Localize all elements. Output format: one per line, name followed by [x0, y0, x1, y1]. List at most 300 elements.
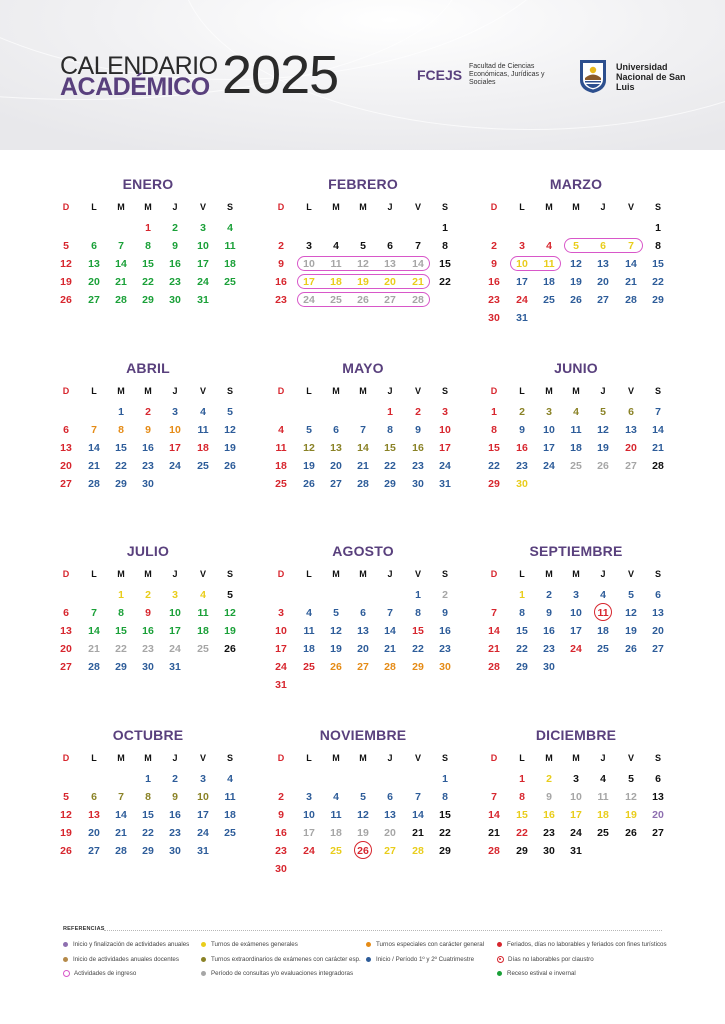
day-cell: 9 [145, 424, 151, 436]
legend-item [63, 970, 136, 977]
weekday-header: L [519, 569, 525, 579]
day-cell: 26 [625, 643, 637, 655]
day-cell: 7 [628, 240, 634, 252]
day-cell: 25 [224, 276, 236, 288]
day-cell: 16 [169, 809, 181, 821]
day-cell: 9 [145, 607, 151, 619]
day-cell: 31 [570, 845, 582, 857]
weekday-header: V [414, 386, 421, 396]
day-cell: 7 [387, 607, 393, 619]
day-cell: 6 [333, 424, 339, 436]
day-cell: 26 [597, 460, 609, 472]
weekday-header: S [654, 386, 661, 396]
day-cell: 3 [200, 222, 206, 234]
day-cell: 13 [625, 424, 637, 436]
legend-dot-icon [366, 942, 371, 947]
day-cell: 8 [519, 791, 525, 803]
day-cell: 16 [412, 442, 424, 454]
legend-label: Feriados, días no laborables y feriados con fines turísticos [507, 941, 667, 948]
day-cell: 13 [330, 442, 342, 454]
day-cell: 9 [519, 424, 525, 436]
legend-item [497, 956, 594, 963]
day-cell: 12 [60, 809, 72, 821]
legend-item [497, 970, 576, 977]
weekday-header: S [441, 202, 448, 212]
day-cell: 16 [543, 809, 555, 821]
day-cell: 15 [142, 809, 154, 821]
legend-item [201, 941, 298, 948]
legend-label: Turnos especiales con carácter general [376, 941, 485, 948]
day-cell: 25 [303, 661, 315, 673]
day-cell: 10 [197, 791, 209, 803]
day-cell: 20 [330, 460, 342, 472]
day-cell: 25 [224, 827, 236, 839]
day-cell: 8 [145, 791, 151, 803]
day-cell: 16 [169, 258, 181, 270]
day-cell: 3 [172, 406, 178, 418]
title-calendario: CALENDARIO [60, 52, 218, 80]
day-cell: 10 [169, 424, 181, 436]
day-cell: 15 [115, 625, 127, 637]
day-cell: 2 [546, 589, 552, 601]
day-cell: 3 [546, 406, 552, 418]
day-cell: 23 [488, 294, 500, 306]
day-cell: 19 [570, 276, 582, 288]
day-cell: 3 [200, 773, 206, 785]
day-cell: 8 [655, 240, 661, 252]
day-cell: 9 [442, 607, 448, 619]
weekday-header: S [226, 569, 233, 579]
day-cell: 8 [519, 607, 525, 619]
day-cell: 27 [652, 827, 664, 839]
day-cell: 28 [412, 294, 424, 306]
day-cell: 11 [330, 809, 342, 821]
weekday-header: S [226, 386, 233, 396]
day-cell: 6 [387, 791, 393, 803]
references-title: REFERENCIAS [63, 926, 105, 932]
day-cell: 8 [415, 607, 421, 619]
weekday-header: M [545, 202, 553, 212]
day-cell: 23 [275, 845, 287, 857]
day-cell: 26 [60, 294, 72, 306]
month-name: MARZO [549, 176, 603, 192]
day-cell: 2 [145, 589, 151, 601]
day-cell: 27 [384, 294, 396, 306]
day-cell: 12 [597, 424, 609, 436]
day-cell: 20 [384, 276, 396, 288]
day-cell: 11 [330, 258, 342, 270]
day-cell: 25 [197, 643, 209, 655]
day-cell: 16 [543, 625, 555, 637]
day-cell: 9 [172, 240, 178, 252]
day-cell: 15 [412, 625, 424, 637]
weekday-header: D [490, 753, 498, 763]
legend-dot-icon [497, 971, 502, 976]
legend-dot-icon [366, 957, 371, 962]
day-cell: 3 [278, 607, 284, 619]
day-cell: 28 [357, 478, 369, 490]
day-cell: 15 [384, 442, 396, 454]
day-cell: 23 [543, 643, 555, 655]
day-cell: 10 [543, 424, 555, 436]
title-academico: ACADÉMICO [60, 73, 210, 101]
day-cell: 13 [652, 607, 664, 619]
day-cell: 16 [275, 276, 287, 288]
day-cell: 11 [597, 607, 609, 619]
day-cell: 26 [224, 643, 236, 655]
day-cell: 23 [412, 460, 424, 472]
day-cell: 19 [224, 442, 236, 454]
day-cell: 28 [88, 661, 100, 673]
day-cell: 6 [91, 791, 97, 803]
day-cell: 26 [357, 845, 369, 857]
day-cell: 19 [357, 827, 369, 839]
day-cell: 6 [387, 240, 393, 252]
day-cell: 29 [142, 294, 154, 306]
weekday-header: D [277, 569, 285, 579]
day-cell: 12 [625, 607, 637, 619]
day-cell: 26 [224, 460, 236, 472]
day-cell: 1 [145, 222, 151, 234]
day-cell: 15 [652, 258, 664, 270]
weekday-header: V [414, 569, 421, 579]
day-cell: 22 [652, 276, 664, 288]
weekday-header: L [306, 202, 312, 212]
day-cell: 22 [142, 827, 154, 839]
weekday-header: V [199, 753, 206, 763]
day-cell: 13 [88, 809, 100, 821]
day-cell: 11 [275, 442, 287, 454]
day-cell: 10 [303, 809, 315, 821]
day-cell: 2 [442, 589, 448, 601]
day-cell: 24 [439, 460, 451, 472]
weekday-header: D [62, 753, 70, 763]
day-cell: 7 [415, 240, 421, 252]
weekday-header: M [144, 569, 152, 579]
day-cell: 11 [197, 607, 209, 619]
day-cell: 2 [278, 240, 284, 252]
weekday-header: D [490, 569, 498, 579]
day-cell: 2 [491, 240, 497, 252]
day-cell: 27 [60, 661, 72, 673]
day-cell: 1 [145, 773, 151, 785]
day-cell: 5 [227, 406, 233, 418]
day-cell: 12 [570, 258, 582, 270]
day-cell: 5 [360, 240, 366, 252]
day-cell: 30 [142, 661, 154, 673]
day-cell: 14 [115, 258, 127, 270]
day-cell: 27 [652, 643, 664, 655]
weekday-header: D [277, 202, 285, 212]
day-cell: 4 [227, 222, 233, 234]
day-cell: 18 [597, 625, 609, 637]
day-cell: 12 [625, 791, 637, 803]
legend-dot-icon [201, 971, 206, 976]
day-cell: 13 [384, 258, 396, 270]
weekday-header: M [332, 753, 340, 763]
day-cell: 20 [625, 442, 637, 454]
day-cell: 27 [625, 460, 637, 472]
day-cell: 1 [442, 773, 448, 785]
day-cell: 24 [275, 661, 287, 673]
weekday-header: M [332, 202, 340, 212]
day-cell: 10 [169, 607, 181, 619]
day-cell: 22 [384, 460, 396, 472]
legend-dot-icon [63, 942, 68, 947]
day-cell: 14 [652, 424, 664, 436]
day-cell: 29 [115, 478, 127, 490]
day-cell: 23 [142, 460, 154, 472]
day-cell: 24 [570, 643, 582, 655]
weekday-header: M [359, 569, 367, 579]
day-cell: 30 [169, 294, 181, 306]
day-cell: 7 [118, 240, 124, 252]
legend-dot-icon [63, 957, 68, 962]
day-cell: 30 [516, 478, 528, 490]
legend-label: Período de consultas y/o evaluaciones integradoras [211, 970, 354, 977]
day-cell: 6 [655, 589, 661, 601]
day-cell: 30 [275, 863, 287, 875]
day-cell: 15 [516, 625, 528, 637]
day-cell: 18 [543, 276, 555, 288]
day-cell: 14 [412, 809, 424, 821]
day-cell: 24 [169, 460, 181, 472]
day-cell: 17 [275, 643, 287, 655]
weekday-header: L [91, 753, 97, 763]
weekday-header: J [600, 202, 606, 212]
day-cell: 10 [570, 607, 582, 619]
day-cell: 27 [88, 294, 100, 306]
day-cell: 9 [546, 607, 552, 619]
day-cell: 11 [197, 424, 209, 436]
weekday-header: D [62, 202, 70, 212]
month-name: FEBRERO [328, 176, 398, 192]
day-cell: 29 [516, 845, 528, 857]
day-cell: 27 [597, 294, 609, 306]
day-cell: 1 [519, 589, 525, 601]
day-cell: 8 [118, 424, 124, 436]
day-cell: 27 [384, 845, 396, 857]
day-cell: 16 [275, 827, 287, 839]
day-cell: 3 [306, 240, 312, 252]
legend-label: Inicio y finalización de actividades anuales [73, 941, 190, 948]
day-cell: 15 [142, 258, 154, 270]
day-cell: 12 [224, 424, 236, 436]
day-cell: 14 [357, 442, 369, 454]
day-cell: 20 [88, 827, 100, 839]
day-cell: 8 [118, 607, 124, 619]
weekday-header: M [359, 753, 367, 763]
weekday-header: D [490, 202, 498, 212]
weekday-header: M [572, 202, 580, 212]
day-cell: 6 [360, 607, 366, 619]
weekday-header: M [144, 386, 152, 396]
weekday-header: L [519, 386, 525, 396]
day-cell: 28 [384, 661, 396, 673]
day-cell: 4 [546, 240, 552, 252]
day-cell: 10 [275, 625, 287, 637]
weekday-header: J [172, 202, 178, 212]
day-cell: 22 [412, 643, 424, 655]
weekday-header: V [627, 386, 634, 396]
day-cell: 26 [357, 294, 369, 306]
day-cell: 17 [516, 276, 528, 288]
day-cell: 17 [570, 809, 582, 821]
day-cell: 5 [306, 424, 312, 436]
day-cell: 21 [488, 827, 500, 839]
month-name: OCTUBRE [112, 727, 184, 743]
weekday-header: M [359, 386, 367, 396]
day-cell: 19 [625, 809, 637, 821]
day-cell: 14 [488, 625, 500, 637]
weekday-header: L [306, 569, 312, 579]
weekday-header: S [441, 386, 448, 396]
day-cell: 28 [115, 845, 127, 857]
day-cell: 12 [357, 258, 369, 270]
day-cell: 13 [597, 258, 609, 270]
weekday-header: M [332, 386, 340, 396]
day-cell: 3 [442, 406, 448, 418]
day-cell: 16 [439, 625, 451, 637]
day-cell: 2 [278, 791, 284, 803]
day-cell: 26 [303, 478, 315, 490]
day-cell: 7 [91, 424, 97, 436]
day-cell: 11 [570, 424, 582, 436]
weekday-header: J [387, 386, 393, 396]
day-cell: 15 [439, 258, 451, 270]
weekday-header: J [600, 569, 606, 579]
day-cell: 24 [303, 294, 315, 306]
legend-item [366, 941, 484, 948]
day-cell: 21 [488, 643, 500, 655]
legend-label: Inicio / Período 1º y 2º Cuatrimestre [376, 956, 475, 963]
day-cell: 31 [169, 661, 181, 673]
day-cell: 10 [303, 258, 315, 270]
day-cell: 28 [115, 294, 127, 306]
weekday-header: J [387, 569, 393, 579]
day-cell: 11 [224, 240, 236, 252]
month-name: JULIO [126, 543, 170, 559]
day-cell: 29 [652, 294, 664, 306]
day-cell: 9 [491, 258, 497, 270]
day-cell: 3 [573, 773, 579, 785]
day-cell: 4 [200, 406, 206, 418]
weekday-header: S [441, 753, 448, 763]
day-cell: 5 [63, 791, 69, 803]
weekday-header: M [332, 569, 340, 579]
day-cell: 9 [278, 258, 284, 270]
day-cell: 19 [60, 276, 72, 288]
day-cell: 18 [330, 276, 342, 288]
legend-label: Inicio de actividades anuales docentes [73, 956, 179, 963]
weekday-header: V [627, 202, 634, 212]
day-cell: 9 [172, 791, 178, 803]
day-cell: 4 [600, 589, 606, 601]
day-cell: 13 [60, 442, 72, 454]
day-cell: 13 [384, 809, 396, 821]
day-cell: 19 [597, 442, 609, 454]
day-cell: 8 [145, 240, 151, 252]
day-cell: 17 [197, 258, 209, 270]
day-cell: 29 [412, 661, 424, 673]
weekday-header: S [226, 753, 233, 763]
day-cell: 16 [516, 442, 528, 454]
day-cell: 24 [543, 460, 555, 472]
day-cell: 6 [655, 773, 661, 785]
day-cell: 14 [412, 258, 424, 270]
day-cell: 20 [597, 276, 609, 288]
day-cell: 30 [543, 845, 555, 857]
weekday-header: M [572, 386, 580, 396]
day-cell: 26 [60, 845, 72, 857]
day-cell: 1 [442, 222, 448, 234]
university-shield-logo [578, 58, 608, 94]
day-cell: 23 [543, 827, 555, 839]
weekday-header: J [172, 753, 178, 763]
weekday-header: M [359, 202, 367, 212]
weekday-header: L [91, 202, 97, 212]
weekday-header: L [519, 202, 525, 212]
month-name: AGOSTO [332, 543, 394, 559]
day-cell: 10 [516, 258, 528, 270]
day-cell: 25 [570, 460, 582, 472]
day-cell: 31 [197, 845, 209, 857]
day-cell: 24 [197, 827, 209, 839]
day-cell: 25 [275, 478, 287, 490]
legend-label: Receso estival e invernal [507, 970, 576, 977]
weekday-header: V [199, 202, 206, 212]
day-cell: 3 [573, 589, 579, 601]
day-cell: 18 [330, 827, 342, 839]
weekday-header: J [172, 569, 178, 579]
month-name: MAYO [342, 360, 384, 376]
day-cell: 22 [488, 460, 500, 472]
day-cell: 1 [118, 589, 124, 601]
day-cell: 29 [115, 661, 127, 673]
day-cell: 5 [333, 607, 339, 619]
day-cell: 19 [330, 643, 342, 655]
legend-ring-icon [63, 970, 70, 977]
day-cell: 22 [142, 276, 154, 288]
month-name: JUNIO [554, 360, 598, 376]
day-cell: 28 [652, 460, 664, 472]
day-cell: 15 [516, 809, 528, 821]
day-cell: 21 [88, 460, 100, 472]
weekday-header: S [654, 753, 661, 763]
day-cell: 21 [115, 276, 127, 288]
day-cell: 18 [275, 460, 287, 472]
day-cell: 7 [118, 791, 124, 803]
weekday-header: V [414, 202, 421, 212]
day-cell: 16 [142, 442, 154, 454]
day-cell: 14 [625, 258, 637, 270]
day-cell: 11 [224, 791, 236, 803]
day-cell: 5 [628, 773, 634, 785]
month-name: ABRIL [126, 360, 170, 376]
day-cell: 5 [63, 240, 69, 252]
day-cell: 18 [303, 643, 315, 655]
day-cell: 5 [360, 791, 366, 803]
day-cell: 1 [118, 406, 124, 418]
weekday-header: S [654, 569, 661, 579]
day-cell: 12 [357, 809, 369, 821]
legend-item [63, 956, 179, 963]
day-cell: 25 [330, 294, 342, 306]
month-name: ENERO [122, 176, 174, 192]
day-cell: 2 [546, 773, 552, 785]
day-cell: 10 [197, 240, 209, 252]
day-cell: 30 [543, 661, 555, 673]
